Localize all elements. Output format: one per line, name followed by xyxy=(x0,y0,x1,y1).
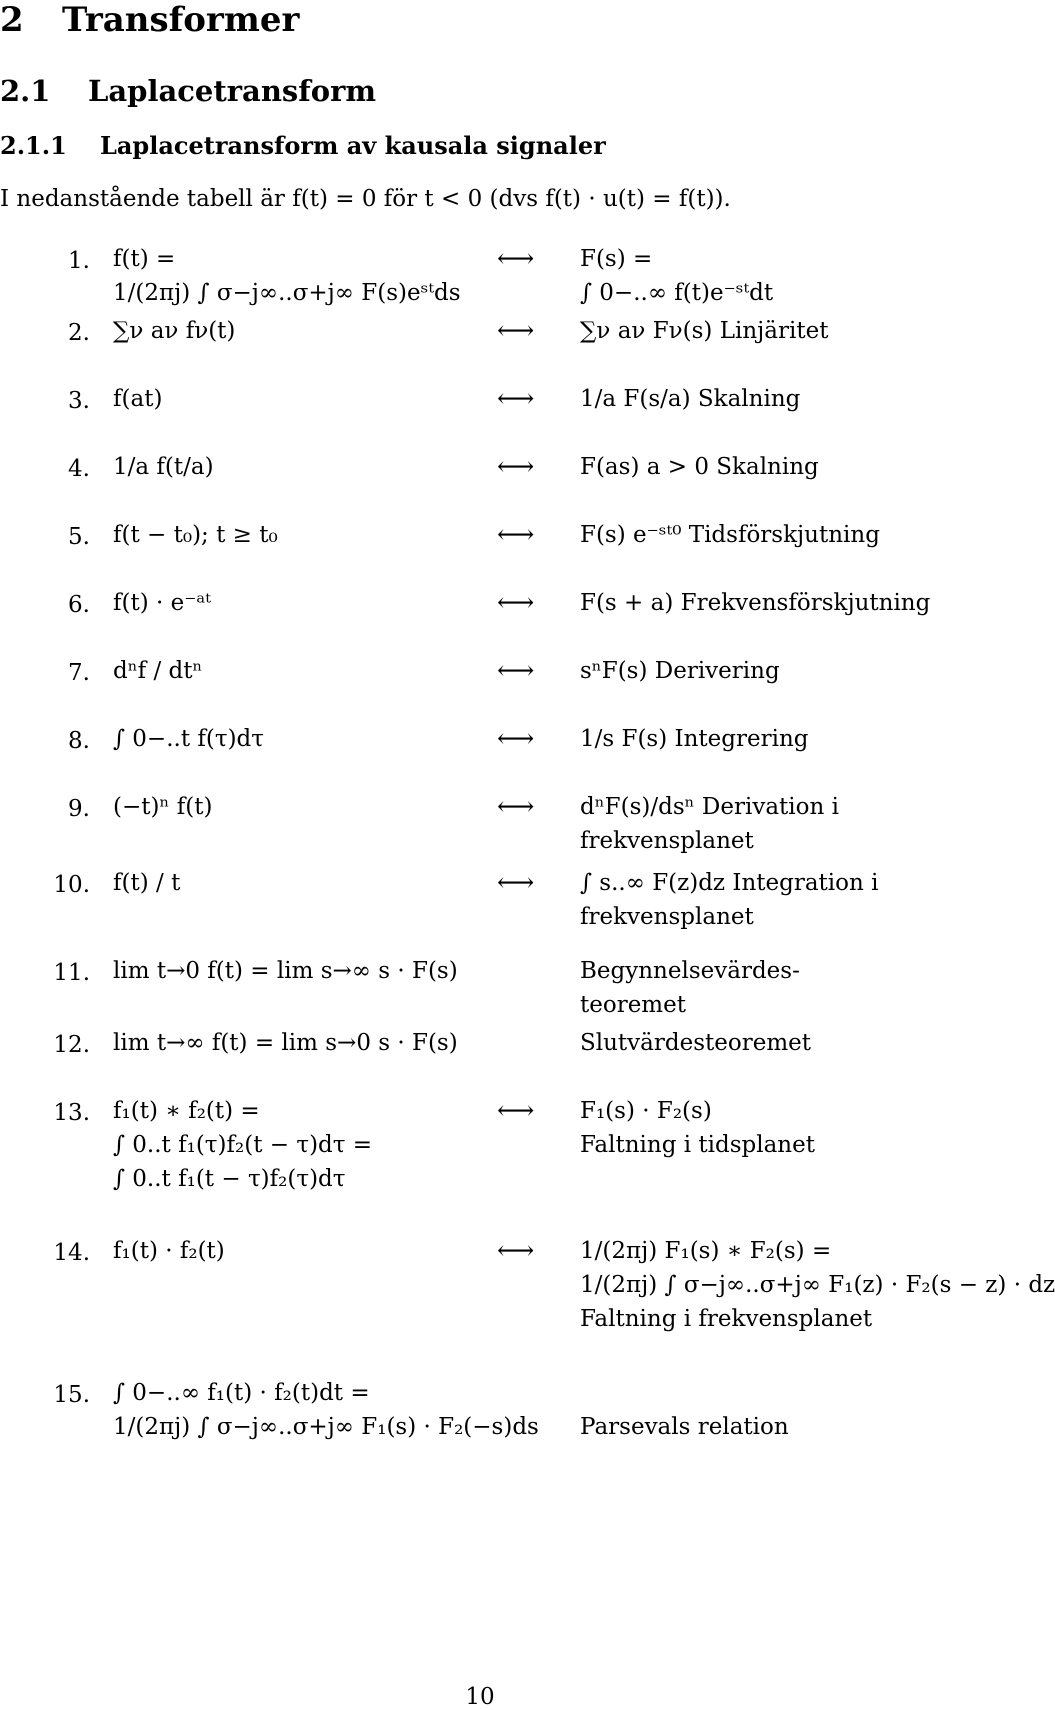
expression-line: F₁(s) · F₂(s) xyxy=(580,1098,712,1124)
subsubsection-heading xyxy=(0,131,606,160)
transform-pair-arrow: ⟷ xyxy=(497,452,535,482)
expression-line: F(s) = xyxy=(580,246,653,272)
expression-line: f₁(t) ∗ f₂(t) = xyxy=(113,1098,260,1124)
intro-paragraph: I nedanstående tabell är f(t) = 0 för t < 0 (dvs f(t) · u(t) = f(t)). xyxy=(0,186,731,212)
expression-line: dⁿF(s)/dsⁿ Derivation i xyxy=(580,794,839,820)
row-number: 10. xyxy=(53,872,90,898)
laplace-domain-expression xyxy=(580,654,955,688)
time-domain-expression xyxy=(113,954,483,988)
time-domain-expression xyxy=(113,790,483,824)
expression-line: ∫ 0−..t f(τ)dτ xyxy=(113,726,265,752)
time-domain-expression xyxy=(113,1094,483,1196)
row-number: 15. xyxy=(53,1382,90,1408)
expression-line: frekvensplanet xyxy=(580,828,754,854)
time-domain-expression xyxy=(113,866,483,900)
laplace-domain-expression xyxy=(580,1234,1055,1336)
time-domain-expression xyxy=(113,242,483,310)
laplace-domain-expression xyxy=(580,518,955,552)
subsubsection-number: 2.1.1 xyxy=(0,131,67,160)
time-domain-expression xyxy=(113,1026,483,1060)
expression-line: ∫ 0..t f₁(τ)f₂(t − τ)dτ = xyxy=(113,1132,373,1158)
time-domain-expression xyxy=(113,382,483,416)
transform-pair-arrow: ⟷ xyxy=(497,724,535,754)
transform-pair-arrow: ⟷ xyxy=(497,520,535,550)
section-number: 2 xyxy=(0,0,24,40)
row-number: 8. xyxy=(68,728,90,754)
section-heading xyxy=(0,0,299,40)
transform-pair-arrow: ⟷ xyxy=(497,1236,535,1266)
row-number: 4. xyxy=(68,456,90,482)
expression-line: ∫ s..∞ F(z)dz Integration i xyxy=(580,870,879,896)
expression-line xyxy=(580,1376,955,1410)
expression-line: f(t) · e⁻ᵃᵗ xyxy=(113,590,211,616)
expression-line: 1/(2πj) F₁(s) ∗ F₂(s) = xyxy=(580,1238,832,1264)
laplace-domain-expression xyxy=(580,1376,955,1444)
row-number: 1. xyxy=(68,248,90,274)
expression-line: F(s) e⁻ˢᵗ⁰ Tidsförskjutning xyxy=(580,522,880,548)
transform-pair-arrow: ⟷ xyxy=(497,868,535,898)
time-domain-expression xyxy=(113,654,483,688)
row-number: 12. xyxy=(53,1032,90,1058)
expression-line: sⁿF(s) Derivering xyxy=(580,658,780,684)
laplace-domain-expression xyxy=(580,1026,955,1060)
subsection-number: 2.1 xyxy=(0,74,51,108)
row-number: 14. xyxy=(53,1240,90,1266)
row-number: 2. xyxy=(68,320,90,346)
subsection-title: Laplacetransform xyxy=(88,74,377,108)
expression-line: Faltning i frekvensplanet xyxy=(580,1306,873,1332)
subsection-heading xyxy=(0,74,376,108)
laplace-domain-expression xyxy=(580,382,955,416)
expression-line: F(s + a) Frekvensförskjutning xyxy=(580,590,931,616)
laplace-domain-expression xyxy=(580,586,955,620)
row-number: 9. xyxy=(68,796,90,822)
transform-pair-arrow: ⟷ xyxy=(497,792,535,822)
transform-pair-arrow: ⟷ xyxy=(497,588,535,618)
laplace-domain-expression xyxy=(580,722,955,756)
expression-line: ∫ 0−..∞ f₁(t) · f₂(t)dt = xyxy=(113,1380,370,1406)
expression-line: F(as) a > 0 Skalning xyxy=(580,454,819,480)
subsubsection-title: Laplacetransform av kausala signaler xyxy=(100,131,606,160)
expression-line: ∫ 0..t f₁(t − τ)f₂(τ)dτ xyxy=(113,1166,346,1192)
laplace-domain-expression xyxy=(580,450,955,484)
transform-pair-arrow: ⟷ xyxy=(497,1096,535,1126)
expression-line: 1/(2πj) ∫ σ−j∞..σ+j∞ F₁(z) · F₂(s − z) · dz xyxy=(580,1272,1055,1298)
time-domain-expression xyxy=(113,314,483,348)
transform-pair-arrow: ⟷ xyxy=(497,316,535,346)
time-domain-expression xyxy=(113,450,483,484)
expression-line: 1/a F(s/a) Skalning xyxy=(580,386,801,412)
laplace-domain-expression xyxy=(580,866,955,934)
time-domain-expression xyxy=(113,722,483,756)
laplace-domain-expression xyxy=(580,790,955,858)
expression-line: lim t→0 f(t) = lim s→∞ s · F(s) xyxy=(113,958,458,984)
expression-line: Parsevals relation xyxy=(580,1414,789,1440)
row-number: 11. xyxy=(53,960,90,986)
expression-line: Begynnelsevärdes- xyxy=(580,958,800,984)
row-number: 13. xyxy=(53,1100,90,1126)
laplace-domain-expression xyxy=(580,954,955,1022)
expression-line: 1/(2πj) ∫ σ−j∞..σ+j∞ F₁(s) · F₂(−s)ds xyxy=(113,1414,539,1440)
expression-line: ∑ν aν Fν(s) Linjäritet xyxy=(580,318,829,344)
expression-line: ∑ν aν fν(t) xyxy=(113,318,236,344)
expression-line: Slutvärdesteoremet xyxy=(580,1030,811,1056)
row-number: 3. xyxy=(68,388,90,414)
laplace-domain-expression xyxy=(580,1094,955,1162)
expression-line: f(t) = xyxy=(113,246,176,272)
expression-line: (−t)ⁿ f(t) xyxy=(113,794,213,820)
time-domain-expression xyxy=(113,1234,483,1268)
expression-line: Faltning i tidsplanet xyxy=(580,1132,815,1158)
time-domain-expression xyxy=(113,586,483,620)
page-number: 10 xyxy=(465,1684,495,1710)
row-number: 5. xyxy=(68,524,90,550)
transform-pair-arrow: ⟷ xyxy=(497,656,535,686)
laplace-domain-expression xyxy=(580,314,955,348)
time-domain-expression xyxy=(113,518,483,552)
transform-pair-arrow: ⟷ xyxy=(497,384,535,414)
transform-pair-arrow: ⟷ xyxy=(497,244,535,274)
row-number: 7. xyxy=(68,660,90,686)
expression-line: f(at) xyxy=(113,386,163,412)
laplace-domain-expression xyxy=(580,242,955,310)
expression-line: 1/(2πj) ∫ σ−j∞..σ+j∞ F(s)eˢᵗds xyxy=(113,280,461,306)
expression-line: frekvensplanet xyxy=(580,904,754,930)
expression-line: f(t) / t xyxy=(113,870,181,896)
expression-line: f₁(t) · f₂(t) xyxy=(113,1238,225,1264)
expression-line: f(t − t₀); t ≥ t₀ xyxy=(113,522,278,548)
expression-line: teoremet xyxy=(580,992,686,1018)
expression-line: lim t→∞ f(t) = lim s→0 s · F(s) xyxy=(113,1030,458,1056)
time-domain-expression xyxy=(113,1376,539,1444)
section-title: Transformer xyxy=(62,0,300,40)
row-number: 6. xyxy=(68,592,90,618)
expression-line: 1/s F(s) Integrering xyxy=(580,726,809,752)
expression-line: ∫ 0−..∞ f(t)e⁻ˢᵗdt xyxy=(580,280,774,306)
expression-line: dⁿf / dtⁿ xyxy=(113,658,203,684)
expression-line: 1/a f(t/a) xyxy=(113,454,214,480)
